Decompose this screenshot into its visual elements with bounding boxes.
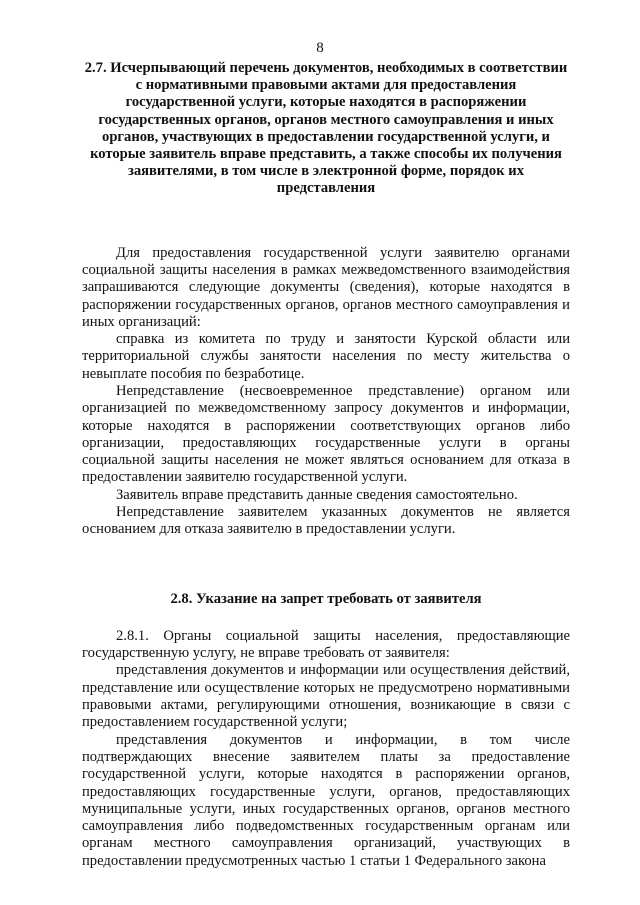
section-2-8-paragraph-3: представления документов и информации, в том числе подтверждающих внесение заявителем платы за предоставление государственной услуги, которые находятся в распоряжении органов, предоставляющих государственные услуги, органов, предоставляющих муниципальные услуги, иных государственных органов, органов местного самоуправления либо подведомственных государственным органам или органам местного самоуправления организаций, участвующих в предоставлении предусмотренных частью 1 статьи 1 Федерального закона [82,731,570,869]
page-content [82,60,570,870]
section-2-7-heading: 2.7. Исчерпывающий перечень документов, необходимых в соответствии с нормативными правовыми актами для предоставления государственной услуги, которые находятся в распоряжении государственных органов, органов местного самоуправления и иных органов, участвующих в предоставлении государственной услуги, и которые заявитель вправе представить, а также способы их получения заявителями, в том числе в электронной форме, порядок их представления [84,60,568,197]
section-2-8-paragraph-1: 2.8.1. Органы социальной защиты населения, предоставляющие государственную услугу, не вправе требовать от заявителя: [82,627,570,662]
section-2-8-heading: 2.8. Указание на запрет требовать от заявителя [170,590,482,607]
section-2-8-paragraph-2: представления документов и информации или осуществления действий, представление или осуществление которых не предусмотрено нормативными правовыми актами, регулирующими отношения, возникающие в связи с предоставлением государственной услуги; [82,662,570,731]
page-number: 8 [316,40,324,56]
section-2-7-paragraph-1: Для предоставления государственной услуги заявителю органами социальной защиты населения в рамках межведомственного взаимодействия запрашиваются следующие документы (сведения), которые находятся в распоряжении государственных органов, органов местного самоуправления и иных организаций: [82,244,570,330]
section-2-8 [82,591,570,870]
section-2-7-paragraph-3: Непредставление (несвоевременное представление) органом или организацией по межведомственному запросу документов и информации, которые находятся в распоряжении соответствующих органов либо организации, предоставляющих государственные услуги в органы социальной защиты населения не может являться основанием для отказа в предоставлении заявителю государственной услуги. [82,383,570,486]
section-2-7-paragraph-2: справка из комитета по труду и занятости Курской области или территориальной службы занятости населения по месту жительства о невыплате пособия по безработице. [82,331,570,382]
section-2-7 [82,60,570,539]
section-2-7-paragraph-5: Непредставление заявителем указанных документов не является основанием для отказа заявителю в предоставлении услуги. [82,504,570,538]
section-2-7-paragraph-4: Заявитель вправе представить данные сведения самостоятельно. [116,486,518,503]
